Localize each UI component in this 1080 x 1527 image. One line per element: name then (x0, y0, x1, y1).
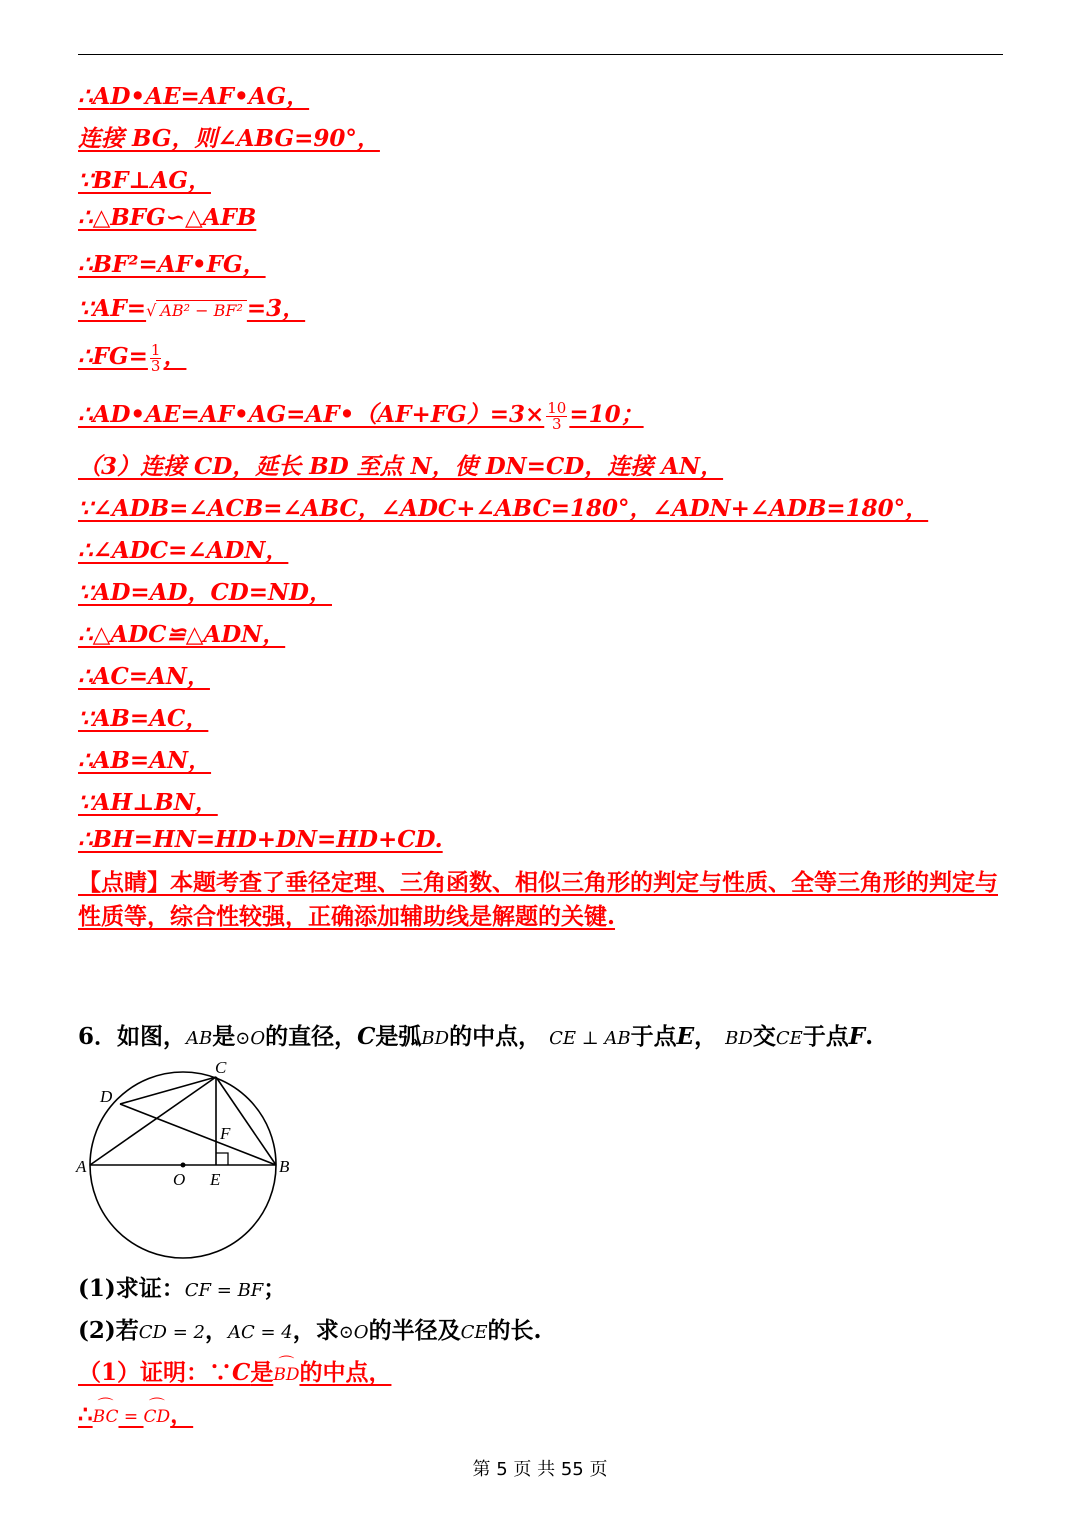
solution-line-af (78, 290, 305, 323)
proof2-text: = (118, 1407, 144, 1427)
proof1-text: 是 (250, 1359, 274, 1386)
solution-line: 连接 BG，则∠ABG=90°， (78, 125, 380, 152)
q6-math: BD (725, 1028, 753, 1049)
segment-dc (120, 1077, 216, 1104)
proof-line-2 (78, 1396, 193, 1429)
part2-math: AC = 4 (227, 1322, 293, 1343)
question-6 (78, 1018, 873, 1051)
label-o: O (173, 1170, 186, 1189)
key-point-note: 【点睛】本题考查了垂径定理、三角函数、相似三角形的判定与性质、全等三角形的判定与性质等，综合性较强，正确添加辅助线是解题的关键. (78, 869, 998, 930)
label-f: F (220, 1124, 231, 1143)
segment-db (120, 1104, 276, 1165)
solution-line: ∵AB=AC， (78, 705, 209, 732)
q6-text: E (676, 1023, 695, 1050)
q6-text: 于点 (802, 1023, 849, 1050)
part2-text: ， (204, 1317, 228, 1344)
center-point-o (181, 1163, 186, 1168)
fraction-one-third (150, 340, 162, 375)
label-a: A (76, 1157, 87, 1176)
label-c: C (215, 1058, 227, 1077)
fraction-numerator: 10 (547, 398, 567, 417)
af-prefix: ∵AF= (78, 295, 147, 322)
q6-text: C (357, 1023, 376, 1050)
proof1-text: C (232, 1359, 251, 1386)
q6-text: 交 (752, 1023, 776, 1050)
arc-bc: ⌒ BC (93, 1407, 119, 1427)
label-b: B (279, 1157, 290, 1176)
solution-line: ∵AH⊥BN， (78, 789, 218, 816)
page-footer: 第 5 页 共 55 页 (472, 1459, 608, 1480)
q6-text: ， (694, 1023, 718, 1050)
solution-line-fg (78, 338, 186, 374)
q6-math: BD (421, 1028, 450, 1049)
fg-prefix: ∴FG= (78, 343, 148, 370)
proof1-text: （1）证明：∵ (78, 1359, 233, 1386)
solution-line: ∵∠ADB=∠ACB=∠ABC，∠ADC+∠ABC=180°，∠ADN+∠ADB=180°， (78, 495, 929, 522)
solution-line: ∴AC=AN， (78, 663, 210, 690)
sqrt-radicand: AB² − BF² (156, 300, 247, 320)
part2-text: 的半径及 (368, 1317, 461, 1344)
part2-text: ，求 (292, 1317, 339, 1344)
part2-math: CE (460, 1322, 488, 1343)
fg-suffix: ， (163, 343, 187, 370)
part1-text: ； (263, 1275, 287, 1302)
q6-text: 是 (212, 1023, 236, 1050)
solution-line-product (78, 396, 644, 432)
solution-line: ∴∠ADC=∠ADN， (78, 537, 289, 564)
solution-line: ∵BF⊥AG， (78, 167, 211, 194)
part2-math: CD = 2 (138, 1322, 205, 1343)
circle-geometry-figure (74, 1055, 314, 1260)
fraction-ten-thirds (546, 398, 567, 433)
product-prefix: ∴AD•AE=AF•AG=AF•（AF+FG）=3× (78, 401, 545, 428)
q6-math: CE ⊥ AB (549, 1028, 631, 1049)
proof2-text: ， (170, 1401, 194, 1428)
q6-text: F (848, 1023, 866, 1050)
proof1-text: 的中点， (299, 1359, 392, 1386)
label-d: D (100, 1087, 113, 1106)
solution-line: ∴BH=HN=HD+DN=HD+CD. (78, 826, 443, 853)
arc-bd: ⌒ BD (273, 1365, 299, 1385)
fraction-numerator: 1 (150, 340, 161, 359)
q6-math: AB (186, 1028, 213, 1049)
proof-line-1 (78, 1354, 391, 1387)
solution-line: ∴AB=AN， (78, 747, 212, 774)
q6-text: 6．如图， (78, 1023, 187, 1050)
q6-text: 的中点， (449, 1023, 542, 1050)
q6-text: . (865, 1023, 874, 1050)
part2-text: (2)若 (78, 1317, 139, 1344)
solution-line: ∴△ADC≌△ADN， (78, 621, 286, 648)
solution-line: ∵AD=AD，CD=ND， (78, 579, 332, 606)
segment-cb (216, 1077, 276, 1165)
fraction-denominator: 3 (150, 356, 161, 375)
q6-text: 的直径， (265, 1023, 358, 1050)
solution-line: （3）连接 CD，延长 BD 至点 N，使 DN=CD，连接 AN， (78, 453, 724, 480)
right-angle-mark (216, 1153, 228, 1165)
product-suffix: =10； (569, 401, 644, 428)
q6-math: ⊙O (235, 1028, 266, 1049)
header-rule (78, 54, 1003, 55)
solution-line: ∴AD•AE=AF•AG， (78, 83, 310, 110)
part2-text: 的长. (487, 1317, 542, 1344)
q6-text: 于点 (630, 1023, 677, 1050)
part-1 (78, 1270, 286, 1303)
label-e: E (210, 1170, 221, 1189)
solution-line: ∴BF²=AF•FG， (78, 251, 266, 278)
part-2 (78, 1312, 542, 1345)
solution-line: ∴△BFG∽△AFB (78, 204, 257, 231)
q6-text: 是弧 (375, 1023, 422, 1050)
fraction-denominator: 3 (552, 414, 562, 433)
sqrt-expression: √ AB² − BF² (146, 301, 247, 320)
arc-cd: ⌒ CD (144, 1407, 171, 1427)
part1-text: (1)求证： (78, 1275, 185, 1302)
part2-math: ⊙O (338, 1322, 369, 1343)
proof2-text: ∴ (78, 1401, 93, 1428)
part1-math: CF = BF (184, 1280, 264, 1301)
q6-math: CE (775, 1028, 803, 1049)
af-suffix: =3， (246, 295, 306, 322)
